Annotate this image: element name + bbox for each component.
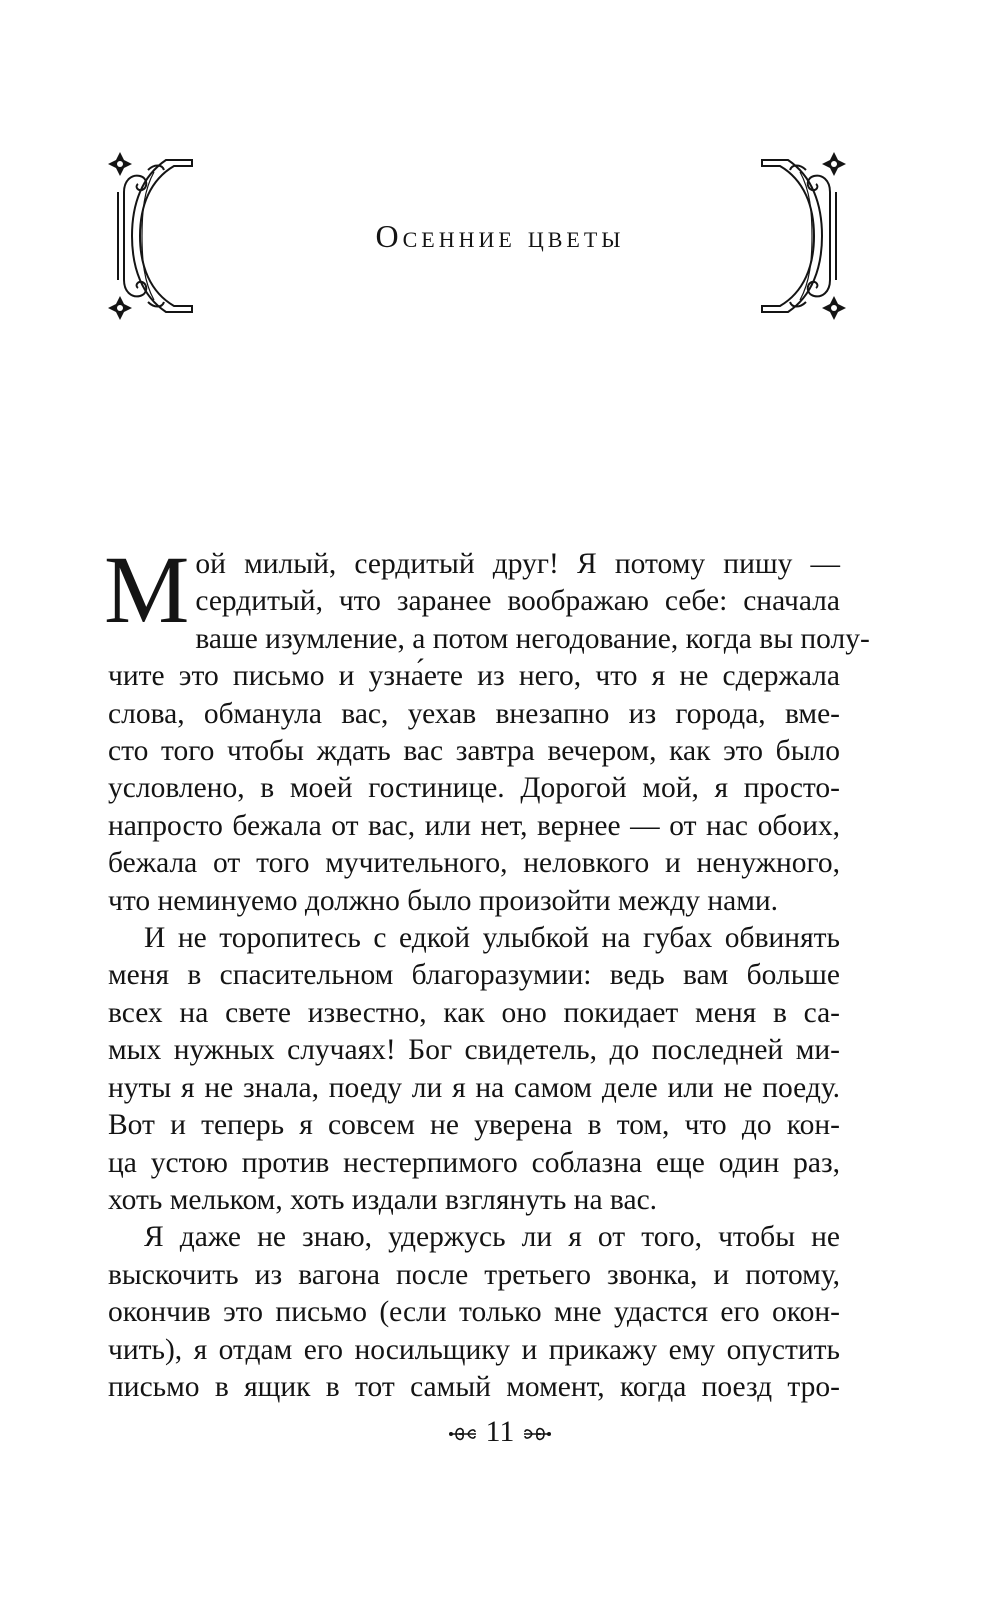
text-line: хоть мельком, хоть издали взглянуть на вас. [108, 1183, 658, 1216]
text-line: напросто бежала от вас, или нет, вернее — от нас обоих, [108, 809, 840, 842]
text-line: сто того чтобы ждать вас завтра вечером, как это было [108, 735, 840, 768]
text-line: мых нужных случаях! Бог свидетель, до последней ми- [108, 1034, 840, 1067]
text-line: чите это письмо и узна́ете из него, что я не сдержала [108, 660, 840, 693]
text-line: Вот и теперь я совсем не уверена в том, что до кон- [108, 1109, 840, 1142]
text-line: Я даже не знаю, удержусь ли я от того, чтобы не [144, 1221, 840, 1254]
text-line: что неминуемо должно было произойти между нами. [108, 884, 779, 917]
page-number: 11 [485, 1415, 515, 1448]
text-line: условлено, в моей гостинице. Дорогой мой, я просто- [108, 772, 840, 805]
right-flourish-icon [522, 1423, 552, 1445]
drop-cap: М [104, 536, 190, 643]
paragraph-3 [108, 1219, 840, 1406]
paragraph-1 [104, 536, 870, 920]
text-line: выскочить из вагона после третьего звонка, и потому, [108, 1258, 840, 1291]
left-flourish-icon [448, 1423, 478, 1445]
text-line: меня в спасительном благоразумии: ведь вам больше [108, 959, 840, 992]
text-line: ой милый, сердитый друг! Я потому пишу — [195, 548, 840, 580]
text-line: письмо в ящик в тот самый момент, когда поезд тро- [108, 1370, 840, 1403]
chapter-title: Осенние цветы [375, 218, 625, 254]
text-line: сердитый, что заранее воображаю себе: сначала [195, 585, 840, 618]
text-line: окончив это письмо (если только мне удастся его окон- [108, 1296, 840, 1329]
text-line: И не торопитесь с едкой улыбкой на губах обвинять [144, 922, 840, 955]
page-footer [0, 1415, 1000, 1449]
text-line: чить), я отдам его носильщику и прикажу ему опустить [108, 1333, 840, 1366]
text-line: ваше изумление, а потом негодование, когда вы полу- [195, 622, 870, 655]
paragraph-2 [108, 920, 840, 1219]
text-line: нуты я не знала, поеду ли я на самом деле или не поеду. [108, 1071, 840, 1104]
text-line: слова, обманула вас, уехав внезапно из города, вме- [108, 697, 840, 730]
body-text [104, 536, 870, 1406]
text-line: бежала от того мучительного, неловкого и ненужного, [108, 847, 840, 880]
text-line: всех на свете известно, как оно покидает меня в са- [108, 996, 840, 1029]
text-line: ца устою против нестерпимого соблазна еще один раз, [108, 1146, 840, 1179]
